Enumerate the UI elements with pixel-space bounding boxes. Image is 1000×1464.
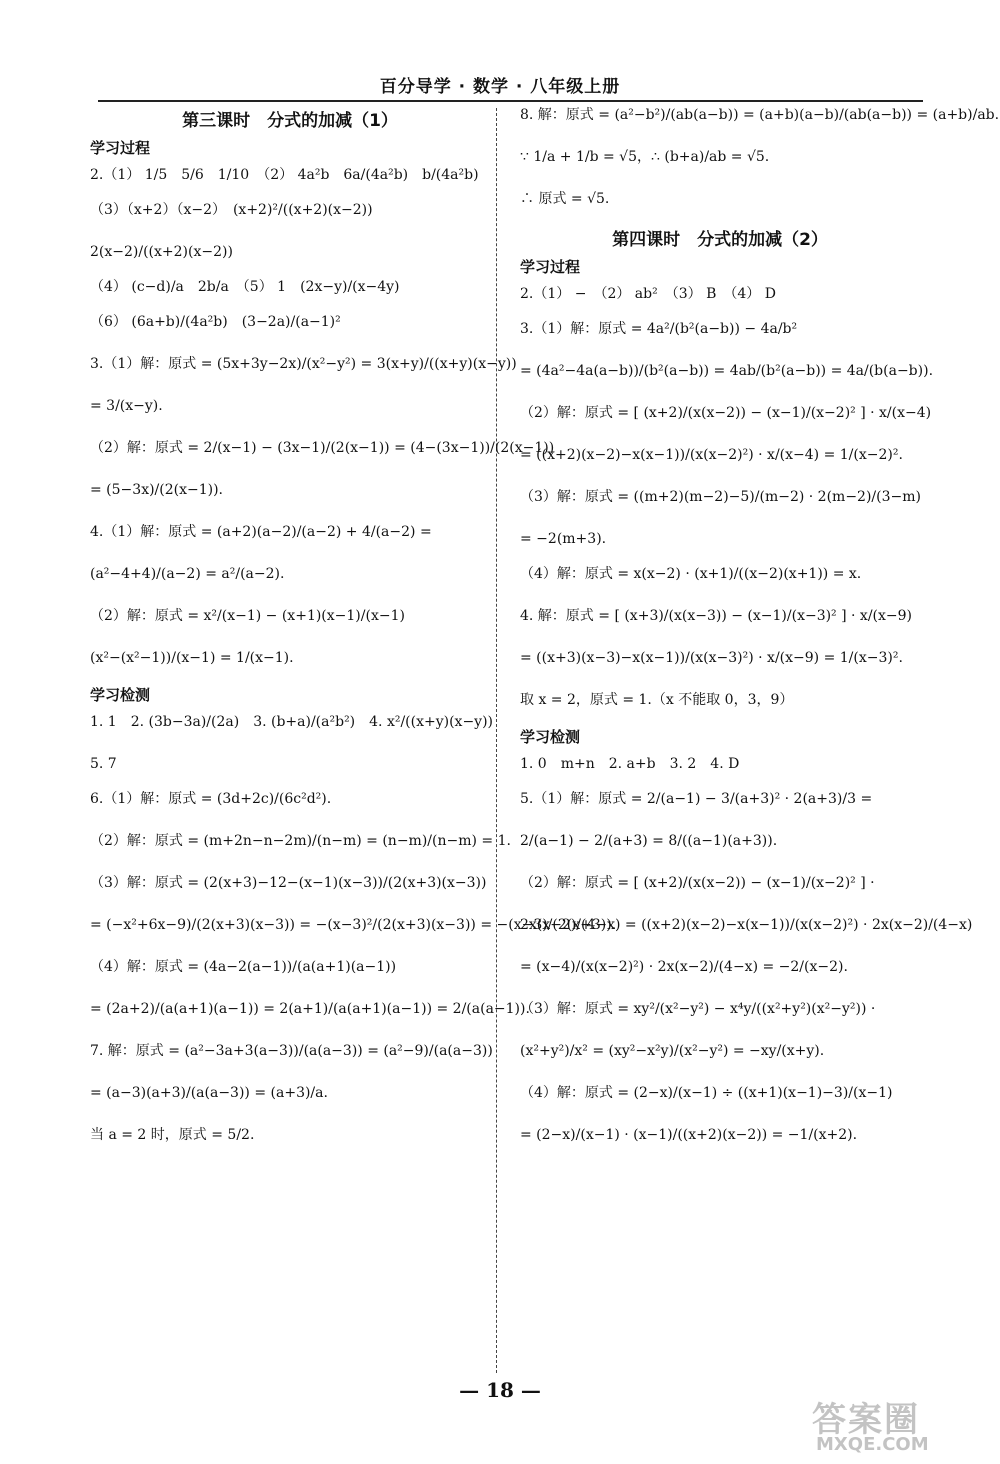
- answer-line: = (2a+2)/(a(a+1)(a−1)) = 2(a+1)/(a(a+1)(a−1)) = 2/(a(a−1)).: [90, 1001, 530, 1017]
- answer-line: 7. 解：原式 = (a²−3a+3(a−3))/(a(a−3)) = (a²−9)/(a(a−3)): [90, 1043, 493, 1059]
- lesson-3-title: 第三课时 分式的加减（1）: [182, 111, 398, 131]
- answer-line: （2）解：原式 = x²/(x−1) − (x+1)(x−1)/(x−1): [90, 608, 405, 624]
- answer-line: （4）解：原式 = (4a−2(a−1))/(a(a+1)(a−1)): [90, 959, 397, 975]
- answer-line: 1. 1 2. (3b−3a)/(2a) 3. (b+a)/(a²b²) 4. x²/((x+y)(x−y)): [90, 714, 494, 730]
- answer-line: 1. 0 m+n 2. a+b 3. 2 4. D: [520, 756, 740, 772]
- answer-line: = ((x+2)(x−2)−x(x−1))/(x(x−2)²) · x/(x−4) = 1/(x−2)².: [520, 447, 903, 463]
- right-column: [520, 106, 1000, 1161]
- answer-line: = −2(m+3).: [520, 531, 607, 547]
- answer-line: 2x(x−2)/(4−x) = ((x+2)(x−2)−x(x−1))/(x(x−2)²) · 2x(x−2)/(4−x): [520, 917, 973, 933]
- answer-line: （4）解：原式 = (2−x)/(x−1) ÷ ((x+1)(x−1)−3)/(x−1): [520, 1085, 893, 1101]
- answer-line: 6.（1）解：原式 = (3d+2c)/(6c²d²).: [90, 791, 332, 807]
- left-section-check: 学习检测: [90, 686, 151, 704]
- answer-line: = 3/(x−y).: [90, 398, 163, 414]
- right-section-process: 学习过程: [520, 258, 581, 276]
- answer-line: （6） (6a+b)/(4a²b) (3−2a)/(a−1)²: [90, 314, 341, 330]
- watermark-text: 答案圈: [812, 1400, 920, 1440]
- lesson-4-title: 第四课时 分式的加减（2）: [612, 230, 828, 250]
- answer-line: 3.（1）解：原式 = (5x+3y−2x)/(x²−y²) = 3(x+y)/((x+y)(x−y)): [90, 356, 517, 372]
- watermark-url: MXQE.COM: [816, 1434, 929, 1455]
- answer-line: （4）解：原式 = x(x−2) · (x+1)/((x−2)(x+1)) = x.: [520, 566, 862, 582]
- watermark-logo: [812, 1392, 992, 1462]
- page-header: 百分导学 · 数学 · 八年级上册: [379, 77, 621, 97]
- answer-line: （3）解：原式 = ((m+2)(m−2)−5)/(m−2) · 2(m−2)/(3−m): [520, 489, 921, 505]
- answer-line: = (−x²+6x−9)/(2(x+3)(x−3)) = −(x−3)²/(2(x+3)(x−3)) = −(x−3)/(2(x+3)).: [90, 917, 617, 933]
- answer-line: 4.（1）解：原式 = (a+2)(a−2)/(a−2) + 4/(a−2) =: [90, 524, 432, 540]
- answer-line: (x²+y²)/x² = (xy²−x²y)/(x²−y²) = −xy/(x+y).: [520, 1043, 825, 1059]
- answer-line: 8. 解：原式 = (a²−b²)/(ab(a−b)) = (a+b)(a−b)/(ab(a−b)) = (a+b)/ab.: [520, 107, 1000, 123]
- answer-line: 3.（1）解：原式 = 4a²/(b²(a−b)) − 4a/b²: [520, 321, 798, 337]
- answer-line: = (4a²−4a(a−b))/(b²(a−b)) = 4ab/(b²(a−b)) = 4a/(b(a−b)).: [520, 363, 934, 379]
- answer-line: 5.（1）解：原式 = 2/(a−1) − 3/(a+3)² · 2(a+3)/3 =: [520, 791, 873, 807]
- answer-line: （2）解：原式 = 2/(x−1) − (3x−1)/(2(x−1)) = (4−(3x−1))/(2(x−1)): [90, 440, 555, 456]
- right-section-check: 学习检测: [520, 728, 581, 746]
- answer-line: （2）解：原式 = [ (x+2)/(x(x−2)) − (x−1)/(x−2)² ] ·: [520, 875, 875, 891]
- answer-line: （4） (c−d)/a 2b/a （5） 1 (2x−y)/(x−4y): [90, 279, 400, 295]
- answer-line: = (x−4)/(x(x−2)²) · 2x(x−2)/(4−x) = −2/(x−2).: [520, 959, 848, 975]
- answer-line: 2.（1） − （2） ab² （3） B （4） D: [520, 286, 776, 302]
- answer-line: 2/(a−1) − 2/(a+3) = 8/((a−1)(a+3)).: [520, 833, 778, 849]
- answer-line: ∴ 原式 = √5.: [520, 191, 610, 207]
- answer-line: （3）解：原式 = xy²/(x²−y²) − x⁴y/((x²+y²)(x²−y²)) ·: [520, 1001, 876, 1017]
- answer-line: （2）解：原式 = [ (x+2)/(x(x−2)) − (x−1)/(x−2)² ] · x/(x−4): [520, 405, 932, 421]
- answer-line: 5. 7: [90, 756, 117, 772]
- left-section-process: 学习过程: [90, 139, 151, 157]
- answer-line: (a²−4+4)/(a−2) = a²/(a−2).: [90, 566, 285, 582]
- answer-line: = ((x+3)(x−3)−x(x−1))/(x(x−3)²) · x/(x−9) = 1/(x−3)².: [520, 650, 903, 666]
- answer-line: 当 a = 2 时，原式 = 5/2.: [90, 1127, 255, 1143]
- answer-line: = (5−3x)/(2(x−1)).: [90, 482, 223, 498]
- answer-line: （3）（x+2）（x−2） (x+2)²/((x+2)(x−2)): [90, 202, 373, 218]
- answer-line: 取 x = 2，原式 = 1.（x 不能取 0，3，9）: [520, 692, 794, 708]
- page-number: — 18 —: [459, 1378, 541, 1402]
- answer-line: (x²−(x²−1))/(x−1) = 1/(x−1).: [90, 650, 294, 666]
- column-divider: [496, 108, 497, 1373]
- answer-line: （3）解：原式 = (2(x+3)−12−(x−1)(x−3))/(2(x+3)(x−3)): [90, 875, 487, 891]
- answer-line: 2.（1） 1/5 5/6 1/10 （2） 4a²b 6a/(4a²b) b/(4a²b): [90, 167, 479, 183]
- answer-line: = (a−3)(a+3)/(a(a−3)) = (a+3)/a.: [90, 1085, 328, 1101]
- answer-line: = (2−x)/(x−1) · (x−1)/((x+2)(x−2)) = −1/(x+2).: [520, 1127, 858, 1143]
- answer-line: 4. 解：原式 = [ (x+3)/(x(x−3)) − (x−1)/(x−3)² ] · x/(x−9): [520, 608, 913, 624]
- header-rule: [98, 100, 923, 102]
- answer-line: （2）解：原式 = (m+2n−n−2m)/(n−m) = (n−m)/(n−m) = 1.: [90, 833, 511, 849]
- answer-line: 2(x−2)/((x+2)(x−2)): [90, 244, 233, 260]
- answer-line: ∵ 1/a + 1/b = √5，∴ (b+a)/ab = √5.: [520, 149, 770, 165]
